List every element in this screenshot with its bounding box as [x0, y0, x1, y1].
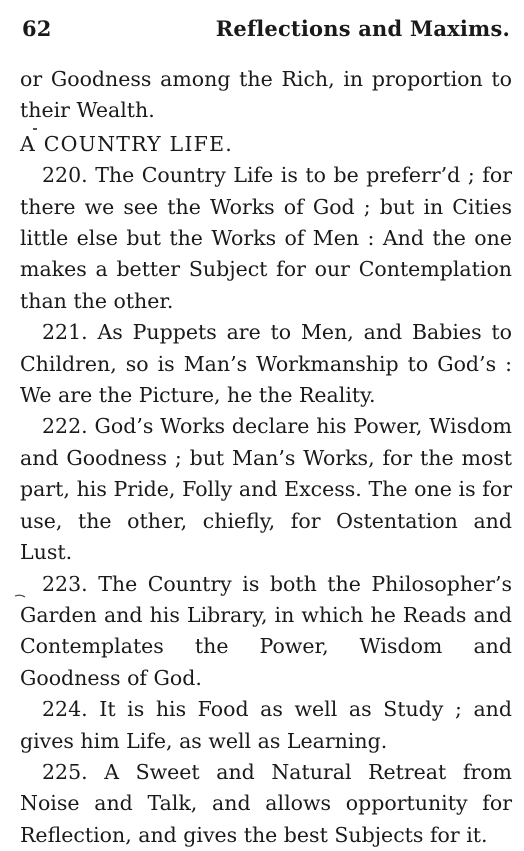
maxim-paragraph: [20, 569, 512, 695]
maxim-paragraph: [20, 317, 512, 411]
page-header: [22, 12, 510, 44]
maxim-number: 225.: [42, 759, 88, 784]
section-heading: A COUNTRY LIFE.: [20, 131, 233, 156]
page-number: 62: [22, 15, 52, 41]
maxim-text: A Sweet and Natural Retreat from Noise and Talk, and allows opportunity for Reflection, and gives the best Subjects for it.: [20, 759, 512, 847]
running-title: Reflections and Maxims.: [215, 15, 510, 41]
maxim-text: The Country Life is to be preferr’d ; for there we see the Works of God ; but in Cities little else but the Works of Men : And the one makes a better Subject for our Contemplation than the other.: [20, 163, 512, 313]
maxim-text: God’s Works declare his Power, Wisdom and Goodness ; but Man’s Works, for the most part, his Pride, Folly and Excess. The one is for use, the other, chiefly, for Ostentation and Lust.: [20, 414, 512, 565]
maxim-paragraph: [20, 160, 512, 317]
maxim-text: As Puppets are to Men, and Babies to Children, so is Man’s Workmanship to God’s : We are the Picture, he the Reality.: [20, 320, 512, 408]
page-body: [20, 64, 512, 851]
maxim-number: 224.: [42, 697, 88, 722]
maxim-number: 223.: [42, 571, 88, 596]
maxim-number: 222.: [42, 414, 88, 439]
maxim-text: The Country is both the Philosopher’s Garden and his Library, in which he Reads and Contemplates the Power, Wisdom and Goodness of God.: [20, 571, 512, 690]
continuation-paragraph: or Goodness among the Rich, in proportion to their Wealth.: [20, 67, 512, 123]
maxim-paragraph: [20, 757, 512, 851]
maxim-number: 220.: [42, 163, 88, 188]
maxim-text: It is his Food as well as Study ; and gives him Life, as well as Learning.: [20, 697, 512, 753]
maxim-paragraph: [20, 694, 512, 757]
maxim-number: 221.: [42, 320, 88, 345]
maxim-paragraph: [20, 411, 512, 568]
